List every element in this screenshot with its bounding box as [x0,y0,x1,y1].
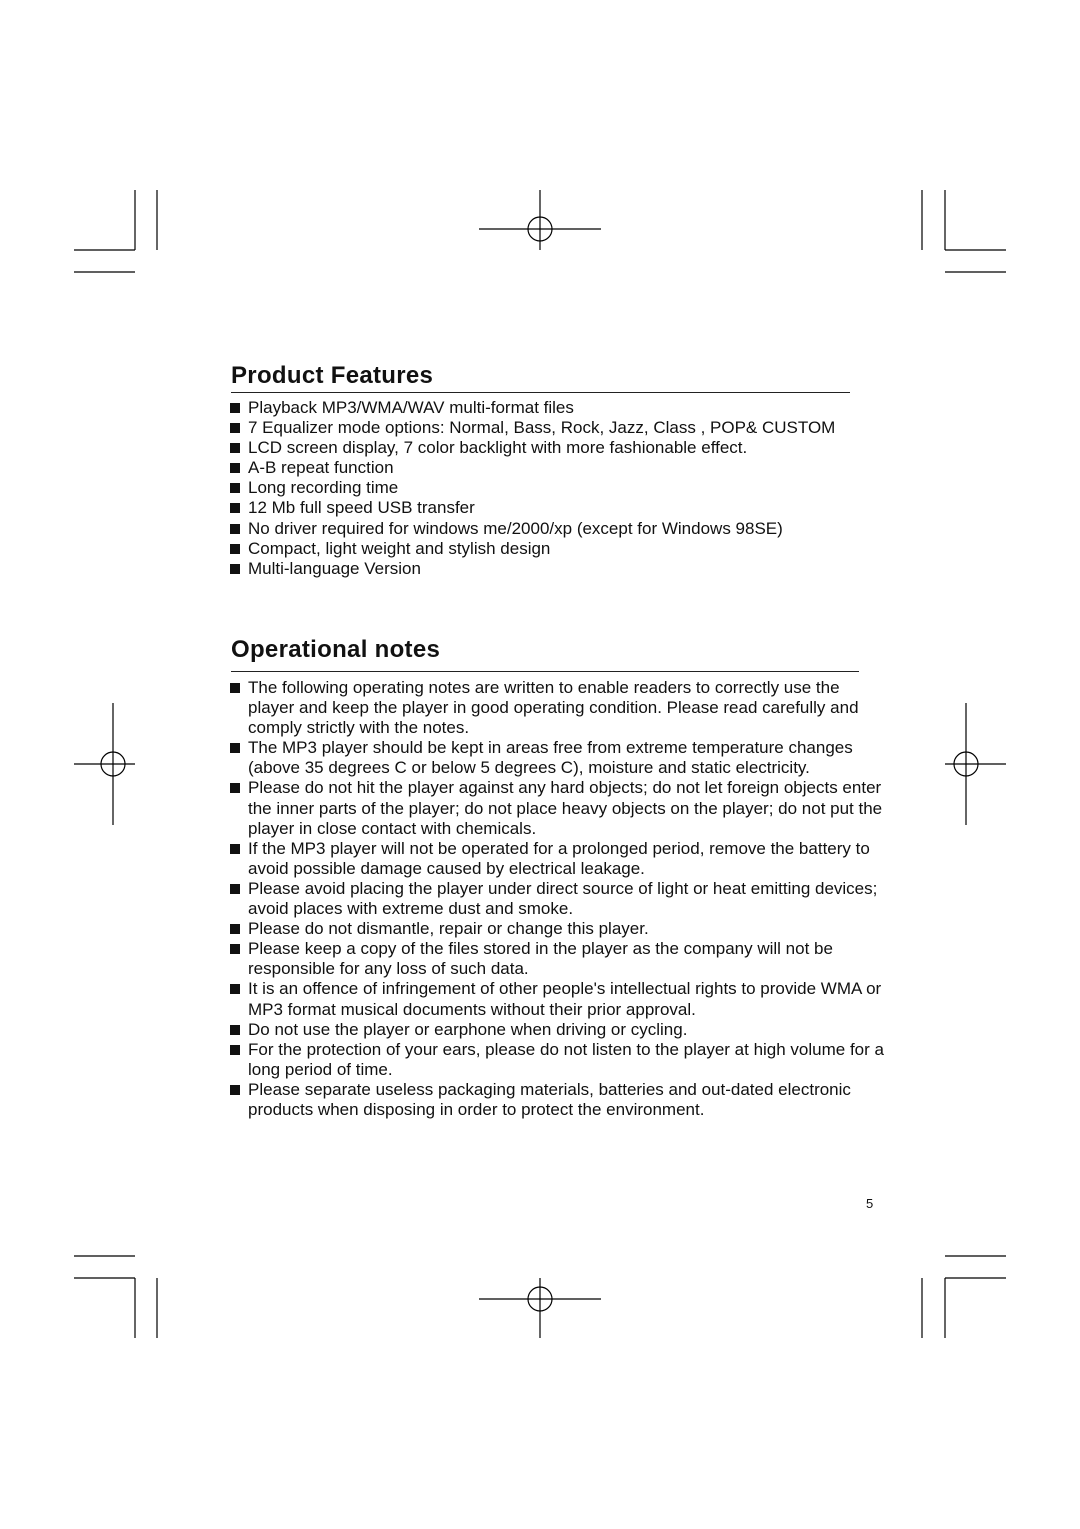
list-item: Please separate useless packaging materials, batteries and out-dated electronic products when disposing in order to protect the environment. [230,1080,885,1120]
product-features-heading: Product Features [231,362,434,389]
square-bullet-icon [230,463,240,473]
list-item: Please avoid placing the player under direct source of light or heat emitting devices; avoid places with extreme dust and smoke. [230,879,885,919]
list-item: Compact, light weight and stylish design [230,539,870,559]
list-item: 7 Equalizer mode options: Normal, Bass, Rock, Jazz, Class , POP& CUSTOM [230,418,870,438]
square-bullet-icon [230,524,240,534]
list-item: LCD screen display, 7 color backlight with more fashionable effect. [230,438,870,458]
square-bullet-icon [230,503,240,513]
list-item: If the MP3 player will not be operated for a prolonged period, remove the battery to avoid possible damage caused by electrical leakage. [230,839,885,879]
page-number: 5 [866,1196,874,1211]
product-features-list [230,398,870,579]
list-item: Please do not hit the player against any hard objects; do not let foreign objects enter the inner parts of the player; do not place heavy objects on the player; do not put the player in close contact with chemicals. [230,778,885,838]
square-bullet-icon [230,884,240,894]
heading-rule [231,671,859,672]
square-bullet-icon [230,483,240,493]
square-bullet-icon [230,564,240,574]
list-item: No driver required for windows me/2000/xp (except for Windows 98SE) [230,519,870,539]
square-bullet-icon [230,944,240,954]
square-bullet-icon [230,403,240,413]
square-bullet-icon [230,443,240,453]
list-item: Long recording time [230,478,870,498]
heading-rule [231,392,850,393]
square-bullet-icon [230,423,240,433]
list-item: For the protection of your ears, please do not listen to the player at high volume for a long period of time. [230,1040,885,1080]
list-item: Please do not dismantle, repair or change this player. [230,919,885,939]
square-bullet-icon [230,844,240,854]
square-bullet-icon [230,1085,240,1095]
operational-notes-list [230,678,885,1120]
list-item: 12 Mb full speed USB transfer [230,498,870,518]
operational-notes-heading: Operational notes [231,636,441,663]
list-item: Please keep a copy of the files stored in the player as the company will not be responsible for any loss of such data. [230,939,885,979]
square-bullet-icon [230,783,240,793]
list-item: The following operating notes are written to enable readers to correctly use the player and keep the player in good operating condition. Please read carefully and comply strictly with the notes. [230,678,885,738]
list-item: A-B repeat function [230,458,870,478]
square-bullet-icon [230,1045,240,1055]
list-item: Multi-language Version [230,559,870,579]
list-item: It is an offence of infringement of other people's intellectual rights to provide WMA or MP3 format musical documents without their prior approval. [230,979,885,1019]
square-bullet-icon [230,743,240,753]
list-item: The MP3 player should be kept in areas free from extreme temperature changes (above 35 degrees C or below 5 degrees C), moisture and static electricity. [230,738,885,778]
square-bullet-icon [230,683,240,693]
square-bullet-icon [230,924,240,934]
list-item: Playback MP3/WMA/WAV multi-format files [230,398,870,418]
square-bullet-icon [230,544,240,554]
list-item: Do not use the player or earphone when driving or cycling. [230,1020,885,1040]
square-bullet-icon [230,984,240,994]
square-bullet-icon [230,1025,240,1035]
